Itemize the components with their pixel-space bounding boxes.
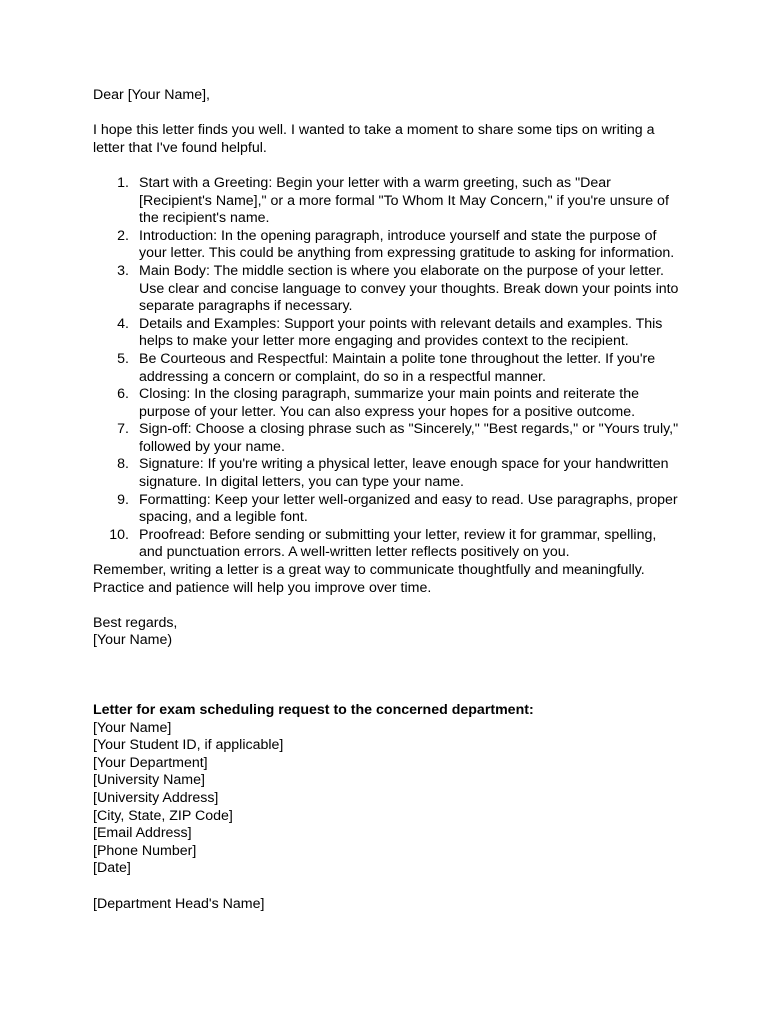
signoff: Best regards, (93, 614, 178, 631)
list-item-text: Closing: In the closing paragraph, summarize your main points and reiterate the purpose of your letter. You can also express your hopes for a positive outcome. (139, 386, 639, 420)
sender-line-city-state-zip: [City, State, ZIP Code] (93, 807, 233, 824)
list-item-number: 2. (117, 227, 129, 244)
list-item-number: 9. (117, 491, 129, 508)
sender-line-department: [Your Department] (93, 754, 208, 771)
list-item-text: Formatting: Keep your letter well-organized and easy to read. Use paragraphs, proper spacing, and a legible font. (139, 491, 678, 526)
list-item (93, 351, 683, 386)
list-item-text: Main Body: The middle section is where you elaborate on the purpose of your letter. Use clear and concise language to convey your thoughts. Break down your points into separate paragraphs if necessary. (139, 262, 679, 315)
list-item (93, 263, 683, 316)
list-item (93, 228, 683, 263)
list-item-number: 10. (109, 526, 129, 543)
list-item (93, 421, 683, 456)
signature-name: [Your Name) (93, 632, 173, 649)
list-item-number: 7. (117, 421, 129, 438)
sender-line-email: [Email Address] (93, 825, 192, 842)
sender-line-university: [University Name] (93, 772, 205, 789)
list-item-text: Proofread: Before sending or submitting your letter, review it for grammar, spelling, and punctuation errors. A well-written letter reflects positively on you. (139, 526, 657, 561)
sender-line-phone: [Phone Number] (93, 842, 197, 859)
list-item (93, 492, 683, 527)
salutation: Dear [Your Name], (93, 87, 210, 103)
list-item (93, 527, 683, 562)
list-item-text: Signature: If you're writing a physical letter, leave enough space for your handwritten signature. In digital letters, you can type your name. (139, 456, 669, 491)
closing-remark: Remember, writing a letter is a great way to communicate thoughtfully and meaningfully. Practice and patience will help you improve over time. (93, 562, 645, 596)
list-item (93, 316, 683, 351)
list-item (93, 386, 683, 421)
list-item-text: Details and Examples: Support your points with relevant details and examples. This helps to make your letter more engaging and provides context to the recipient. (139, 315, 663, 350)
list-item (93, 456, 683, 491)
section-heading: Letter for exam scheduling request to the concerned department: (93, 702, 534, 718)
list-item-number: 3. (117, 262, 129, 279)
list-item-text: Introduction: In the opening paragraph, introduce yourself and state the purpose of your letter. This could be anything from expressing gratitude to asking for information. (139, 227, 675, 262)
list-item-number: 8. (117, 456, 129, 473)
sender-line-date: [Date] (93, 860, 131, 877)
sender-line-university-address: [University Address] (93, 789, 219, 806)
intro-paragraph: I hope this letter finds you well. I wanted to take a moment to share some tips on writing a letter that I've found helpful. (93, 122, 655, 156)
sender-line-student-id: [Your Student ID, if applicable] (93, 737, 284, 754)
tips-list (93, 175, 683, 562)
list-item-number: 6. (117, 386, 129, 403)
list-item-number: 5. (117, 350, 129, 367)
list-item-text: Sign-off: Choose a closing phrase such as "Sincerely," "Best regards," or "Yours truly," followed by your name. (139, 421, 679, 455)
list-item-text: Start with a Greeting: Begin your letter with a warm greeting, such as "Dear [Recipient's Name]," or a more formal "To Whom It May Concern," if you're unsure of the recipient's name. (139, 174, 669, 227)
sender-line-name: [Your Name] (93, 719, 172, 736)
list-item-number: 4. (117, 315, 129, 332)
recipient-name: [Department Head's Name] (93, 895, 265, 912)
list-item-number: 1. (117, 174, 129, 191)
list-item-text: Be Courteous and Respectful: Maintain a polite tone throughout the letter. If you're addressing a concern or complaint, do so in a respectful manner. (139, 350, 656, 385)
list-item (93, 175, 683, 228)
document-body (93, 87, 683, 913)
